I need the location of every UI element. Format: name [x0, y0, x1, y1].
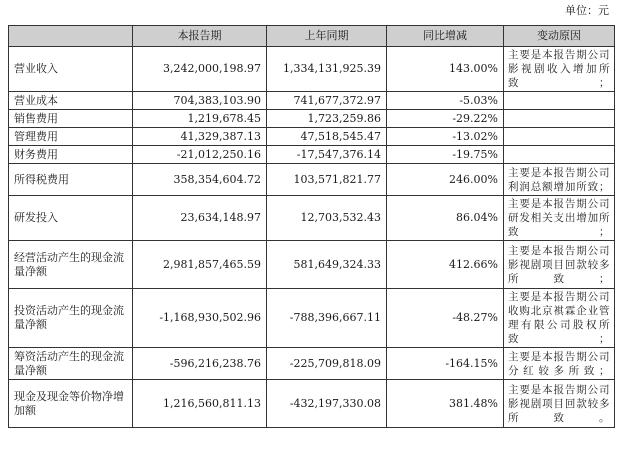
row-change-reason: 主要是本报告期公司分红较多所致； — [504, 348, 615, 380]
row-change-value: -5.03% — [387, 92, 504, 110]
row-item-label: 研发投入 — [9, 196, 133, 241]
row-change-reason — [504, 146, 615, 164]
row-current-value: 358,354,604.72 — [133, 164, 267, 196]
row-change-value: 412.66% — [387, 241, 504, 289]
row-item-label: 经营活动产生的现金流量净额 — [9, 241, 133, 289]
row-current-value: -1,168,930,502.96 — [133, 289, 267, 348]
table-row — [9, 146, 615, 164]
table-row — [9, 92, 615, 110]
row-change-value: 86.04% — [387, 196, 504, 241]
row-change-reason: 主要是本报告期公司影视剧项目回款较多所致。 — [504, 380, 615, 428]
row-prior-value: 581,649,324.33 — [267, 241, 387, 289]
row-item-label: 销售费用 — [9, 110, 133, 128]
header-change-reason: 变动原因 — [504, 26, 615, 47]
row-change-reason: 主要是本报告期公司收购北京褀霖企业管理有限公司股权所致； — [504, 289, 615, 348]
row-item-label: 管理费用 — [9, 128, 133, 146]
row-change-value: -48.27% — [387, 289, 504, 348]
table-row — [9, 380, 615, 428]
row-current-value: 3,242,000,198.97 — [133, 47, 267, 92]
row-item-label: 现金及现金等价物净增加额 — [9, 380, 133, 428]
row-prior-value: -225,709,818.09 — [267, 348, 387, 380]
row-prior-value: 47,518,545.47 — [267, 128, 387, 146]
row-item-label: 投资活动产生的现金流量净额 — [9, 289, 133, 348]
row-change-value: 381.48% — [387, 380, 504, 428]
row-prior-value: -17,547,376.14 — [267, 146, 387, 164]
row-prior-value: -432,197,330.08 — [267, 380, 387, 428]
header-current-period: 本报告期 — [133, 26, 267, 47]
row-current-value: 2,981,857,465.59 — [133, 241, 267, 289]
row-change-reason — [504, 110, 615, 128]
row-current-value: -596,216,238.76 — [133, 348, 267, 380]
row-change-reason — [504, 92, 615, 110]
row-prior-value: 103,571,821.77 — [267, 164, 387, 196]
row-prior-value: 1,334,131,925.39 — [267, 47, 387, 92]
row-change-reason: 主要是本报告期公司影视剧收入增加所致； — [504, 47, 615, 92]
row-item-label: 筹资活动产生的现金流量净额 — [9, 348, 133, 380]
row-change-value: -19.75% — [387, 146, 504, 164]
row-change-reason — [504, 128, 615, 146]
financial-table — [8, 25, 615, 428]
row-change-reason: 主要是本报告期公司研发相关支出增加所致； — [504, 196, 615, 241]
unit-label: 单位：元 — [565, 4, 609, 17]
table-header-row — [9, 26, 615, 47]
row-item-label: 营业成本 — [9, 92, 133, 110]
table-row — [9, 128, 615, 146]
row-current-value: 704,383,103.90 — [133, 92, 267, 110]
row-change-reason: 主要是本报告期公司影视剧项目回款较多所致； — [504, 241, 615, 289]
row-current-value: 23,634,148.97 — [133, 196, 267, 241]
table-row — [9, 348, 615, 380]
table-row — [9, 110, 615, 128]
row-prior-value: 12,703,532.43 — [267, 196, 387, 241]
header-yoy-change: 同比增减 — [387, 26, 504, 47]
header-prior-period: 上年同期 — [267, 26, 387, 47]
row-item-label: 所得税费用 — [9, 164, 133, 196]
row-current-value: 1,216,560,811.13 — [133, 380, 267, 428]
table-row — [9, 241, 615, 289]
row-change-value: 143.00% — [387, 47, 504, 92]
row-prior-value: -788,396,667.11 — [267, 289, 387, 348]
row-item-label: 营业收入 — [9, 47, 133, 92]
row-current-value: 1,219,678.45 — [133, 110, 267, 128]
row-change-reason: 主要是本报告期公司利润总额增加所致； — [504, 164, 615, 196]
table-row — [9, 196, 615, 241]
table-row — [9, 164, 615, 196]
row-current-value: 41,329,387.13 — [133, 128, 267, 146]
row-item-label: 财务费用 — [9, 146, 133, 164]
row-prior-value: 741,677,372.97 — [267, 92, 387, 110]
row-prior-value: 1,723,259.86 — [267, 110, 387, 128]
row-change-value: -13.02% — [387, 128, 504, 146]
row-change-value: -29.22% — [387, 110, 504, 128]
row-change-value: -164.15% — [387, 348, 504, 380]
header-item — [9, 26, 133, 47]
row-current-value: -21,012,250.16 — [133, 146, 267, 164]
row-change-value: 246.00% — [387, 164, 504, 196]
table-row — [9, 47, 615, 92]
table-row — [9, 289, 615, 348]
